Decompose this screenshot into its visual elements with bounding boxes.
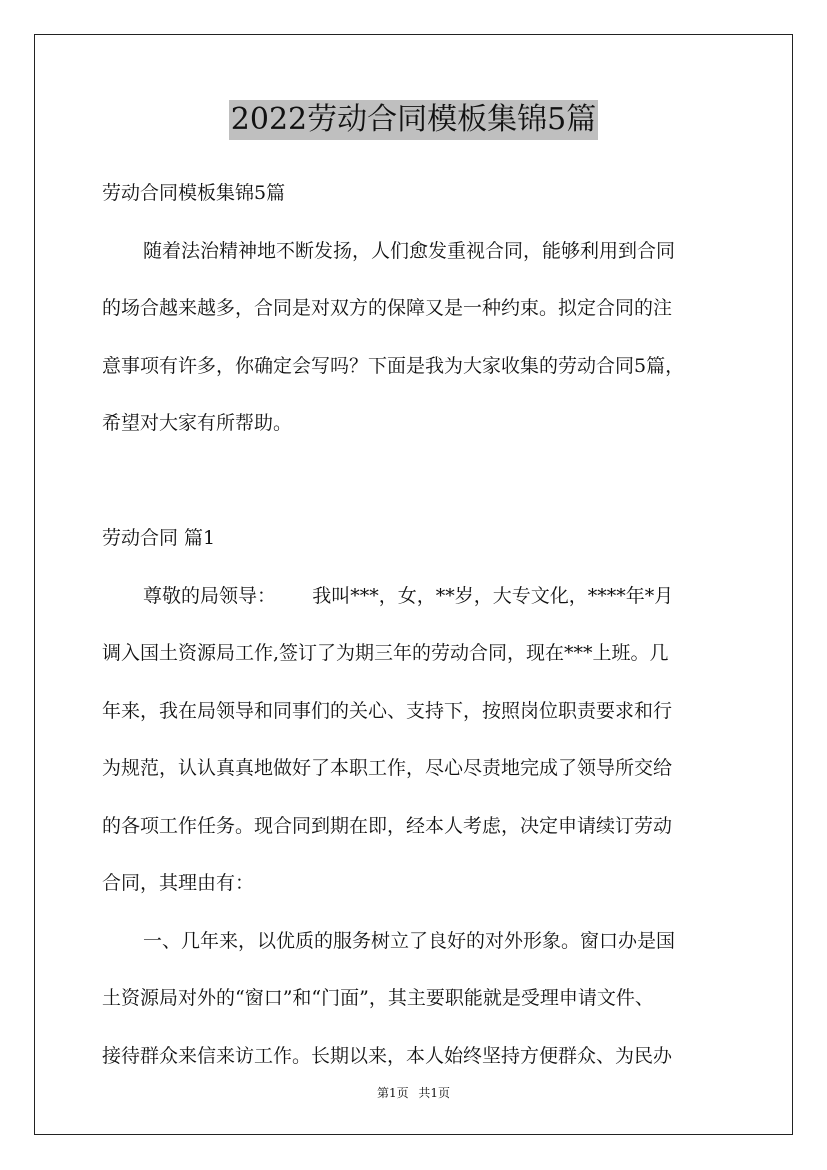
intro-line: 的场合越来越多，合同是对双方的保障又是一种约束。拟定合同的注	[102, 297, 673, 319]
title-container	[0, 100, 827, 140]
subtitle: 劳动合同模板集锦5篇	[102, 182, 286, 204]
point-line: 接待群众来信来访工作。长期以来，本人始终坚持方便群众、为民办	[102, 1044, 673, 1067]
section-line: 年来，我在局领导和同事们的关心、支持下，按照岗位职责要求和行	[102, 699, 673, 722]
blank-line	[102, 453, 742, 511]
intro-line: 随着法治精神地不断发扬，人们愈发重视合同，能够利用到合同	[143, 239, 676, 262]
page-total: 共1页	[418, 1086, 451, 1100]
point-line: 一、几年来，以优质的服务树立了良好的对外形象。窗口办是国	[143, 929, 676, 952]
document-body	[102, 165, 742, 1085]
page-number: 第1页	[376, 1086, 409, 1100]
point-line: 土资源局对外的“窗口”和“门面”，其主要职能就是受理申请文件、	[102, 987, 654, 1009]
section-line: 尊敬的局领导： 我叫***，女，**岁，大专文化，****年*月	[143, 584, 674, 607]
document-title: 2022劳动合同模板集锦5篇	[229, 100, 598, 140]
section-line: 调入国土资源局工作,签订了为期三年的劳动合同，现在***上班。几	[102, 642, 669, 664]
section-line: 为规范，认认真真地做好了本职工作，尽心尽责地完成了领导所交给	[102, 757, 673, 779]
section-heading: 劳动合同 篇1	[102, 527, 216, 549]
section-line: 合同，其理由有：	[102, 872, 255, 894]
page-footer	[0, 1085, 827, 1101]
intro-line: 希望对大家有所帮助。	[102, 412, 293, 434]
intro-line: 意事项有许多，你确定会写吗？下面是我为大家收集的劳动合同5篇，	[102, 354, 685, 377]
section-line: 的各项工作任务。现合同到期在即，经本人考虑，决定申请续订劳动	[102, 814, 673, 837]
